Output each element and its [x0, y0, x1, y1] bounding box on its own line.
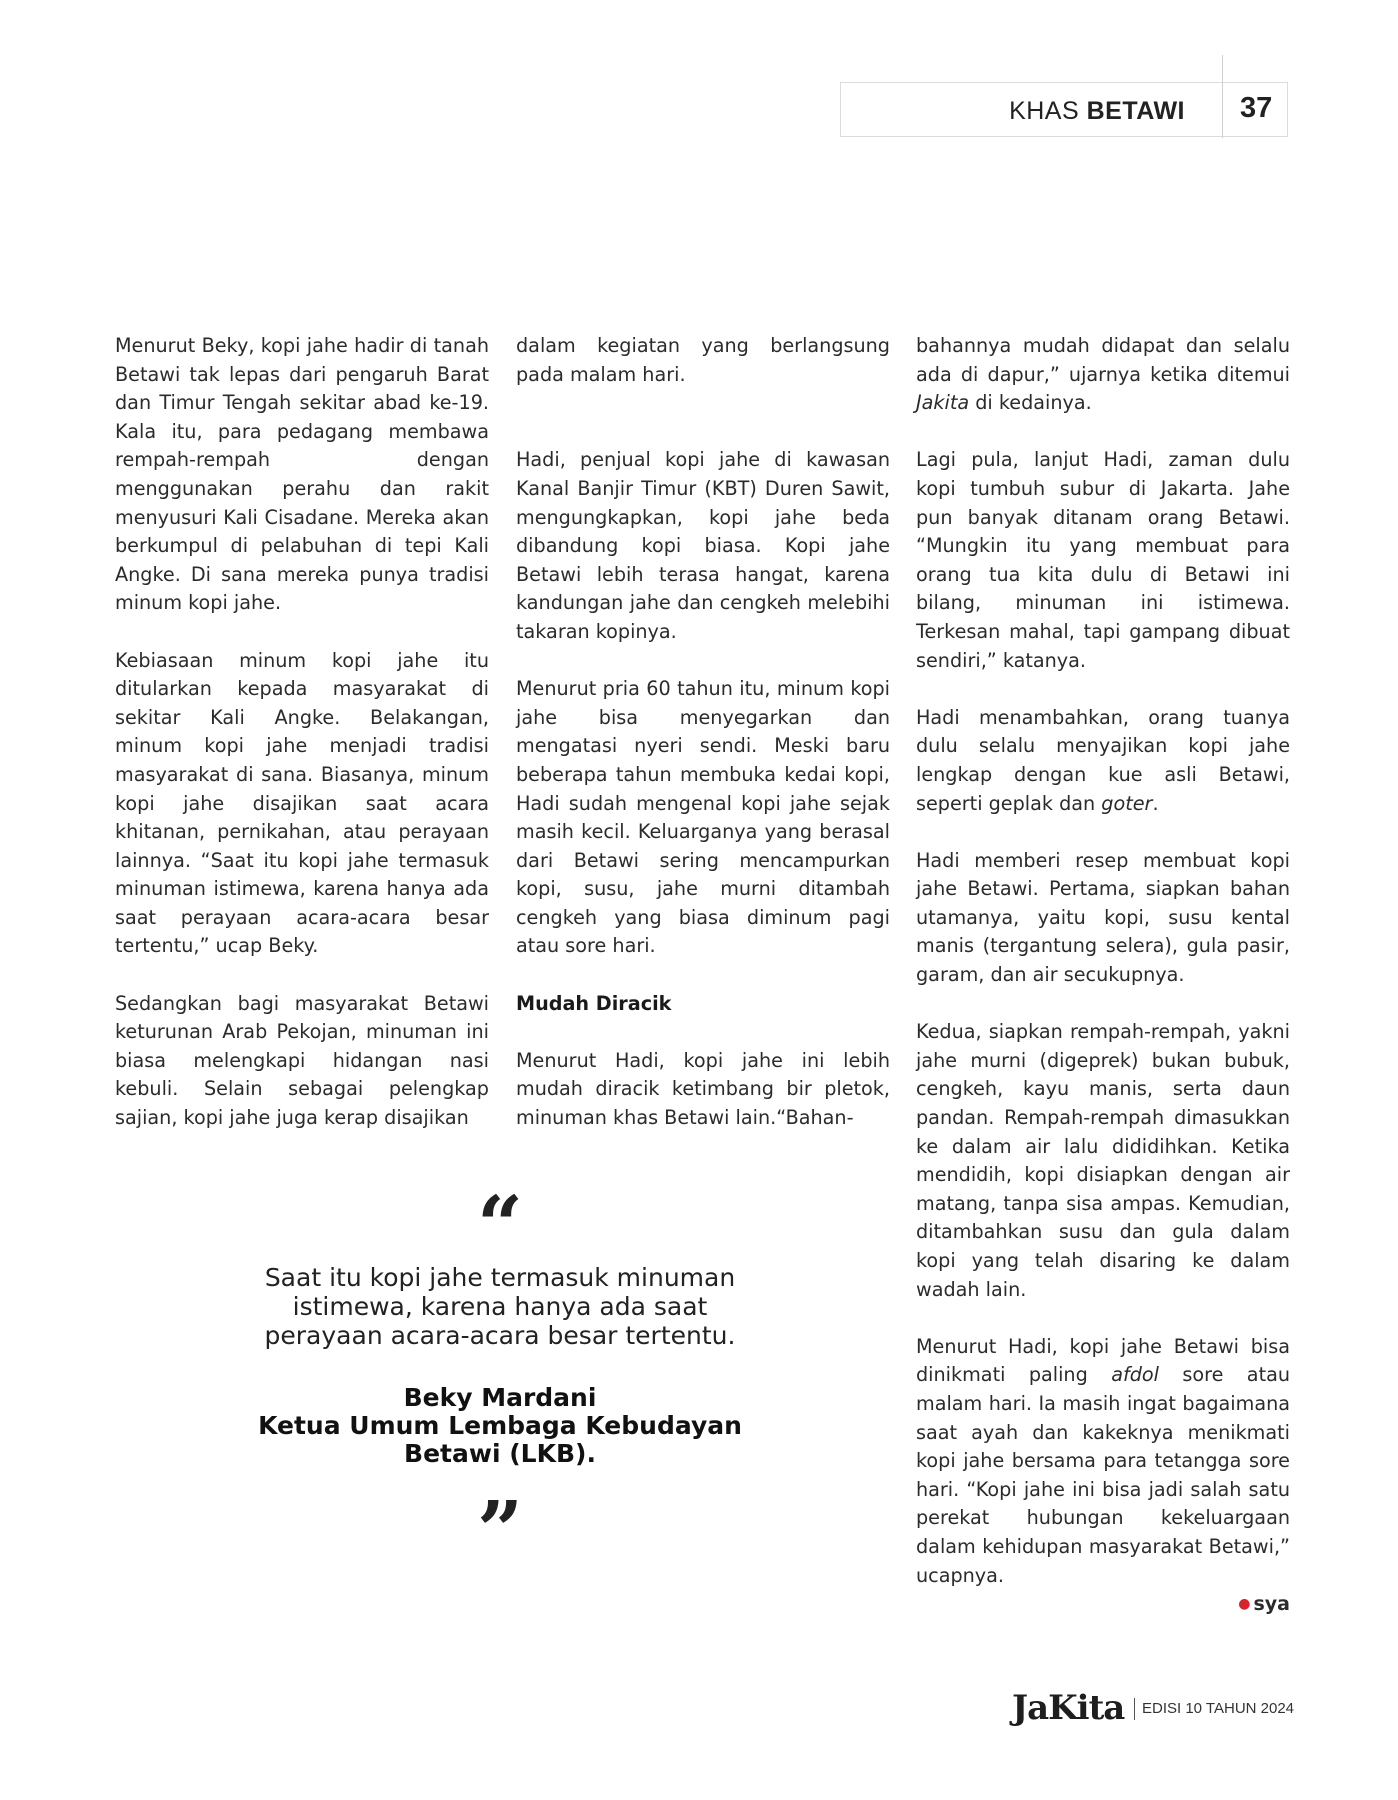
section-header-box — [840, 82, 1288, 137]
paragraph: Kedua, siapkan rempah-rempah, yakni jahe murni (digeprek) bukan bubuk, cengkeh, kayu manis, serta daun pandan. Rempah-rempah dimasukkan ke dalam air lalu dididihkan. Ketika mendidih, kopi disiapkan dengan air matang, tanpa sisa ampas. Kemudian, ditambahkan susu dan gula dalam kopi yang telah disaring ke dalam wadah lain. — [916, 1020, 1290, 1301]
paragraph: Sedangkan bagi masyarakat Betawi keturunan Arab Pekojan, minuman ini biasa melengkapi hidangan nasi kebuli. Selain sebagai pelengkap sajian, kopi jahe juga kerap disajikan — [115, 991, 489, 1130]
page-number: 37 — [1240, 92, 1273, 124]
footer — [1012, 1688, 1295, 1728]
edition-label: EDISI 10 TAHUN 2024 — [1142, 1700, 1295, 1717]
pull-quote — [240, 1178, 760, 1577]
close-quote-icon: ” — [476, 1483, 523, 1577]
byline-text: sya — [1253, 1593, 1290, 1616]
paragraph: dalam kegiatan yang berlangsung pada malam hari. — [516, 334, 890, 386]
paragraph: Menurut pria 60 tahun itu, minum kopi jahe bisa menyegarkan dan mengatasi nyeri sendi. Meski baru beberapa tahun membuka kedai kopi, Hadi sudah mengenal kopi jahe sejak masih kecil. Keluarganya yang berasal dari Betawi sering mencampurkan kopi, susu, jahe murni ditambah cengkeh yang biasa diminum pagi atau sore hari. — [516, 677, 890, 958]
paragraph: Hadi, penjual kopi jahe di kawasan Kanal Banjir Timur (KBT) Duren Sawit, mengungkapkan, kopi jahe beda dibandung kopi biasa. Kopi jahe Betawi lebih terasa hangat, karena kandungan jahe dan cengkeh melebihi takaran kopinya. — [516, 448, 890, 643]
header-divider — [1222, 55, 1223, 138]
text-run: Menurut Hadi, kopi jahe Betawi bisa dinikmati paling — [916, 1334, 1290, 1387]
text-run: bahannya mudah didapat dan selalu ada di dapur,” ujarnya ketika ditemui — [916, 334, 1290, 386]
text-run: . — [1152, 791, 1159, 815]
bullet-dot-icon: ● — [1238, 1596, 1251, 1613]
text-run: di kedainya. — [969, 391, 1092, 415]
footer-divider — [1134, 1698, 1135, 1720]
paragraph: Menurut Beky, kopi jahe hadir di tanah Betawi tak lepas dari pengaruh Barat dan Timur Tengah sekitar abad ke-19. Kala itu, para pedagang membawa rempah-rempah dengan menggunakan perahu dan rakit menyusuri Kali Cisadane. Mereka akan berkumpul di pelabuhan di tepi Kali Angke. Di sana mereka punya tradisi minum kopi jahe. — [115, 334, 489, 615]
paragraph: Hadi memberi resep membuat kopi jahe Betawi. Pertama, siapkan bahan utamanya, yaitu kopi, susu kental manis (tergantung selera), gula pasir, garam, dan air secukupnya. — [916, 848, 1290, 987]
paragraph: Lagi pula, lanjut Hadi, zaman dulu kopi tumbuh subur di Jakarta. Jahe pun banyak ditanam orang Betawi. “Mungkin itu yang membuat para orang tua kita dulu di Betawi ini bilang, minuman ini istimewa. Terkesan mahal, tapi gampang dibuat sendiri,” katanya. — [916, 448, 1290, 672]
italic-run: afdol — [1111, 1363, 1159, 1387]
italic-run: goter — [1101, 791, 1153, 815]
section-title — [1009, 97, 1185, 126]
article-column-3 — [916, 332, 1290, 1619]
author-byline — [916, 1590, 1290, 1619]
text-run: sore atau malam hari. Ia masih ingat bagaimana saat ayah dan kakeknya menikmati kopi jahe bersama para tetangga sore hari. “Kopi jahe ini bisa jadi salah satu perekat hubungan kekeluargaan dalam kehidupan masyarakat Betawi,” ucapnya. — [916, 1363, 1291, 1587]
subheading: Mudah Diracik — [516, 991, 672, 1015]
quote-author: Beky Mardani — [403, 1383, 597, 1412]
paragraph — [916, 1333, 1290, 1590]
quote-author-role: Ketua Umum Lembaga Kebudayan Betawi (LKB). — [258, 1411, 742, 1468]
spacer — [516, 418, 890, 447]
paragraph: Kebiasaan minum kopi jahe itu ditularkan kepada masyarakat di sekitar Kali Angke. Belakangan, minum kopi jahe menjadi tradisi masyarakat di sana. Biasanya, minum kopi jahe disajikan saat acara khitanan, pernikahan, atau perayaan lainnya. “Saat itu kopi jahe termasuk minuman istimewa, karena hanya ada saat perayaan acara-acara besar tertentu,” ucap Beky. — [115, 648, 489, 958]
open-quote-icon: “ — [476, 1178, 523, 1272]
italic-run: Jakita — [916, 391, 970, 415]
magazine-logo: JaKita — [1012, 1688, 1125, 1728]
paragraph — [916, 332, 1290, 418]
text-run: Hadi menambahkan, orang tuanya dulu selalu menyajikan kopi jahe lengkap dengan kue asli Betawi, seperti geplak dan — [916, 705, 1290, 815]
section-prefix: KHAS — [1009, 97, 1080, 125]
section-name: BETAWI — [1086, 97, 1185, 125]
article-column-2 — [516, 332, 890, 1161]
paragraph: Menurut Hadi, kopi jahe ini lebih mudah diracik ketimbang bir pletok, minuman khas Betawi lain.“Bahan- — [516, 1048, 890, 1130]
paragraph — [916, 704, 1290, 818]
article-column-1 — [115, 332, 489, 1161]
quote-text: Saat itu kopi jahe termasuk minuman istimewa, karena hanya ada saat perayaan acara-acara besar tertentu. — [264, 1263, 736, 1350]
